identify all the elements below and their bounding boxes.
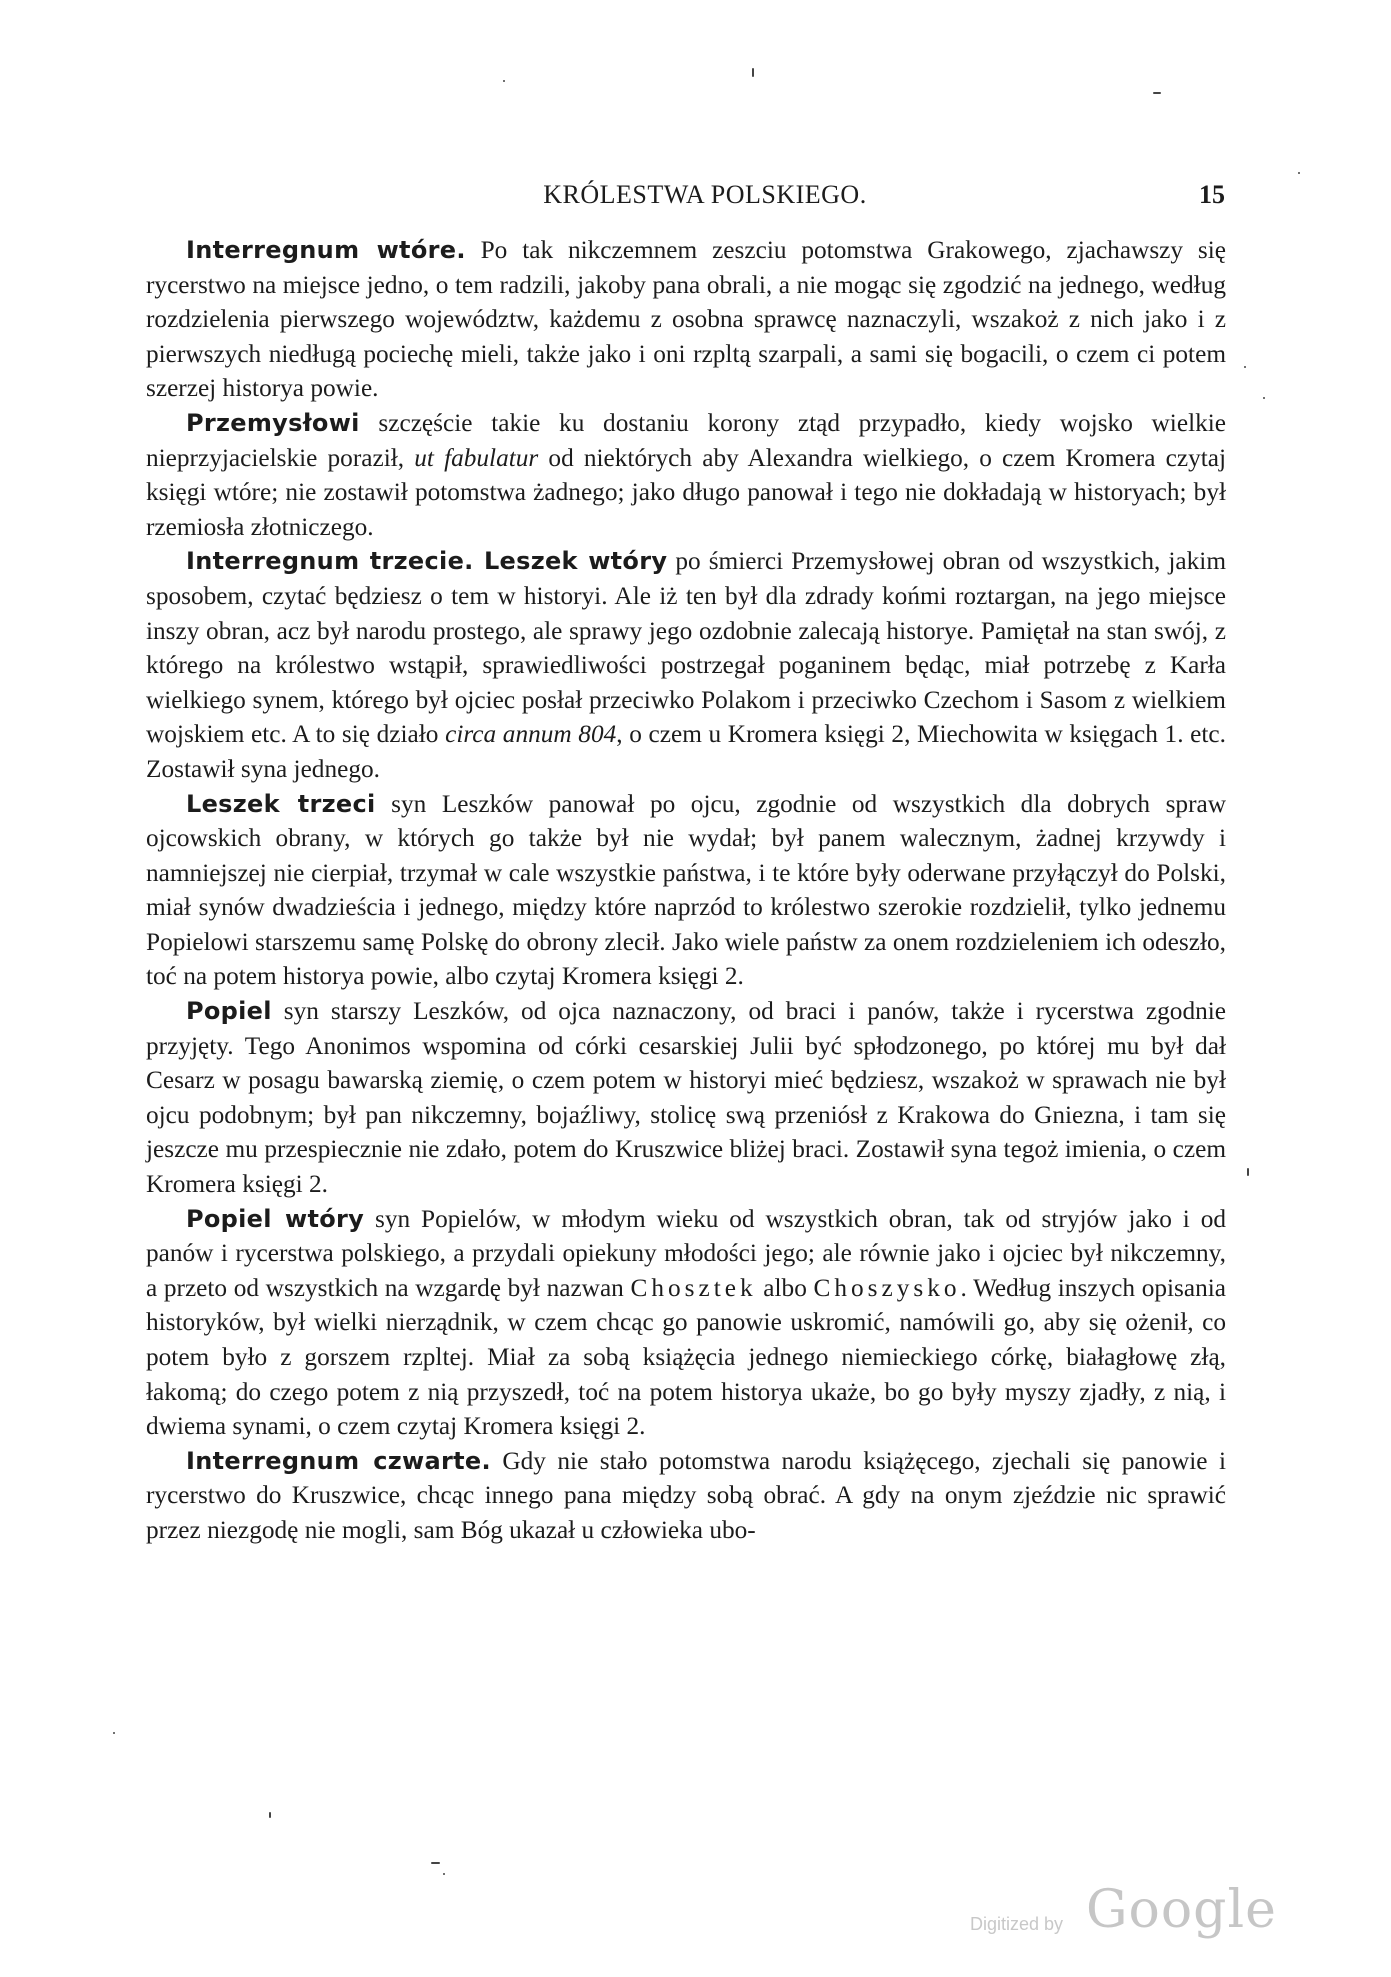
scan-speck <box>1263 397 1265 399</box>
scan-speck <box>1153 92 1161 94</box>
section-heading: Interregnum czwarte. <box>186 1446 491 1475</box>
scan-speck <box>1247 1168 1249 1176</box>
section-heading: Popiel <box>186 997 272 1026</box>
paragraph <box>146 1444 1226 1548</box>
running-head <box>185 180 1225 220</box>
paragraph-text: albo <box>756 1273 814 1302</box>
watermark-small-text: Digitized by <box>970 1914 1064 1934</box>
spaced-name: Choszysko <box>813 1273 961 1302</box>
paragraph-text: . Według inszych opisania historyków, był wielki nierządnik, w czem chcąc go panowie uskromić, namówili go, aby się ożenił, co potem było z gorszem rzpltej. Miał za sobą książęcia jednego niemieckiego córkę, białagłowę złą, łakomą; do czego potem z nią przyszedł, toć na potem historya ukaże, bo go były myszy zjadły, z nią, i dwiema synami, o czem czytaj Kromera księgi 2. <box>146 1273 1226 1441</box>
paragraph <box>146 406 1226 544</box>
digitized-by-google-watermark <box>970 1880 1277 1950</box>
latin-phrase: circa annum 804 <box>445 720 617 749</box>
latin-phrase: ut fabulatur <box>414 443 539 472</box>
spaced-name: Chosztek <box>630 1273 757 1302</box>
paragraph-text: syn starszy Leszków, od ojca naznaczony, od braci i panów, także i rycerstwa zgodnie przyjęty. Tego Anonimos wspomina od córki cesarskiej Julii być spłodzonego, po której mu był dał Cesarz w posagu bawarską ziemię, o czem potem w historyi mieć będziesz, wszakoż w sprawach nie był ojcu podobnym; był pan nikczemny, bojaźliwy, stolicę swą przeniósł z Krakowa do Gniezna, i tam się jeszcze mu przespiecznie nie zdało, potem do Kruszwice bliżej braci. Zostawił syna tegoż imienia, o czem Kromera księgi 2. <box>146 997 1226 1199</box>
scan-speck <box>113 1732 115 1734</box>
paragraph <box>146 787 1226 995</box>
page-number: 15 <box>1199 180 1225 209</box>
paragraph <box>146 233 1226 406</box>
paragraph <box>146 544 1226 786</box>
scan-speck <box>431 1862 440 1864</box>
paragraph <box>146 1202 1226 1444</box>
section-heading: Leszek trzeci <box>186 789 376 818</box>
scan-speck <box>1298 172 1300 174</box>
paragraph-text: Gdy nie stało potomstwa narodu książęcego, zjechali się panowie i rycerstwo do Kruszwice, chcąc innego pana między sobą obrać. A gdy na onym zjeździe nic sprawić przez niezgodę nie mogli, sam Bóg ukazał u człowieka ubo- <box>146 1446 1226 1544</box>
scan-speck <box>269 1812 271 1818</box>
paragraph-text: Po tak nikczemnem zeszciu potomstwa Grakowego, zjachawszy się rycerstwo na miejsce jedno, o tem radzili, jakoby pana obrali, a nie mogąc się zgodzić na jednego, według rozdzielenia pierwszego województw, każdemu z osobna sprawcę naznaczyli, wszakoż z nich jako i z pierwszych niedługą pociechę mieli, także jako i oni rzpltą szarpali, a sami się bogacili, o czem ci potem szerzej historya powie. <box>146 236 1227 403</box>
paragraph-text: po śmierci Przemysłowej obran od wszystkich, jakim sposobem, czytać będziesz o tem w historyi. Ale iż ten był dla zdrady końmi roztargan, na jego miejsce inszy obran, acz był narodu prostego, ale sprawy jego ozdobnie zalecają historye. Pamiętał na stan swój, z którego na królestwo wstąpił, sprawiedliwości postrzegał poganinem będąc, miał potrzebę z Karła wielkiego synem, którego był ojciec posłał przeciwko Polakom i przeciwko Czechom i Sasom z wielkiem wojskiem etc. A to się działo <box>146 547 1226 749</box>
section-heading: Interregnum wtóre. <box>186 236 466 264</box>
body-text <box>146 233 1226 1548</box>
section-heading: Popiel wtóry <box>186 1204 365 1233</box>
section-heading: Interregnum trzecie. Leszek wtóry <box>186 547 668 576</box>
scan-speck <box>443 1873 445 1875</box>
running-title: KRÓLESTWA POLSKIEGO. <box>543 180 867 209</box>
paragraph-text: syn Leszków panował po ojcu, zgodnie od wszystkich dla dobrych spraw ojcowskich obrany, w których go także był nie wydał; był panem walecznym, żadnej krzywdy i namniejszej nie cierpiał, trzymał w cale wszystkie państwa, i te które były oderwane przyłączył do Polski, miał synów dwadzieścia i jednego, między które naprzód to królestwo szerokie rozdzielił, tylko jednemu Popielowi starszemu samę Polskę do obrony zlecił. Jako wiele państw za onem rozdzieleniem ich odeszło, toć na potem historya powie, albo czytaj Kromera księgi 2. <box>146 789 1226 991</box>
paragraph-text: szczęście takie ku dostaniu korony ztąd przypadło, kiedy wojsko wielkie nieprzyjacielskie poraził, <box>146 408 1226 472</box>
scan-speck <box>503 80 505 82</box>
scan-speck <box>752 68 754 77</box>
paragraph-text: , o czem u Kromera księgi 2, Miechowita w księgach 1. etc. Zostawił syna jednego. <box>146 720 1226 783</box>
scan-speck <box>1244 366 1246 368</box>
paragraph-text: od niektórych aby Alexandra wielkiego, o czem Kromera czytaj księgi wtóre; nie zostawił potomstwa żadnego; jako długo panował i tego nie dokładają w historyach; był rzemiosła złotniczego. <box>146 443 1227 541</box>
paragraph <box>146 994 1226 1202</box>
paragraph-text: syn Popielów, w młodym wieku od wszystkich obran, tak od stryjów jako i od panów i rycerstwa polskiego, a przydali opiekuny młodości jego; ale równie jako i ojciec był nikczemny, a przeto od wszystkich na wzgardę był nazwan <box>146 1204 1226 1302</box>
section-heading: Przemysłowi <box>186 408 360 437</box>
google-logo: Google <box>1086 1880 1277 1940</box>
